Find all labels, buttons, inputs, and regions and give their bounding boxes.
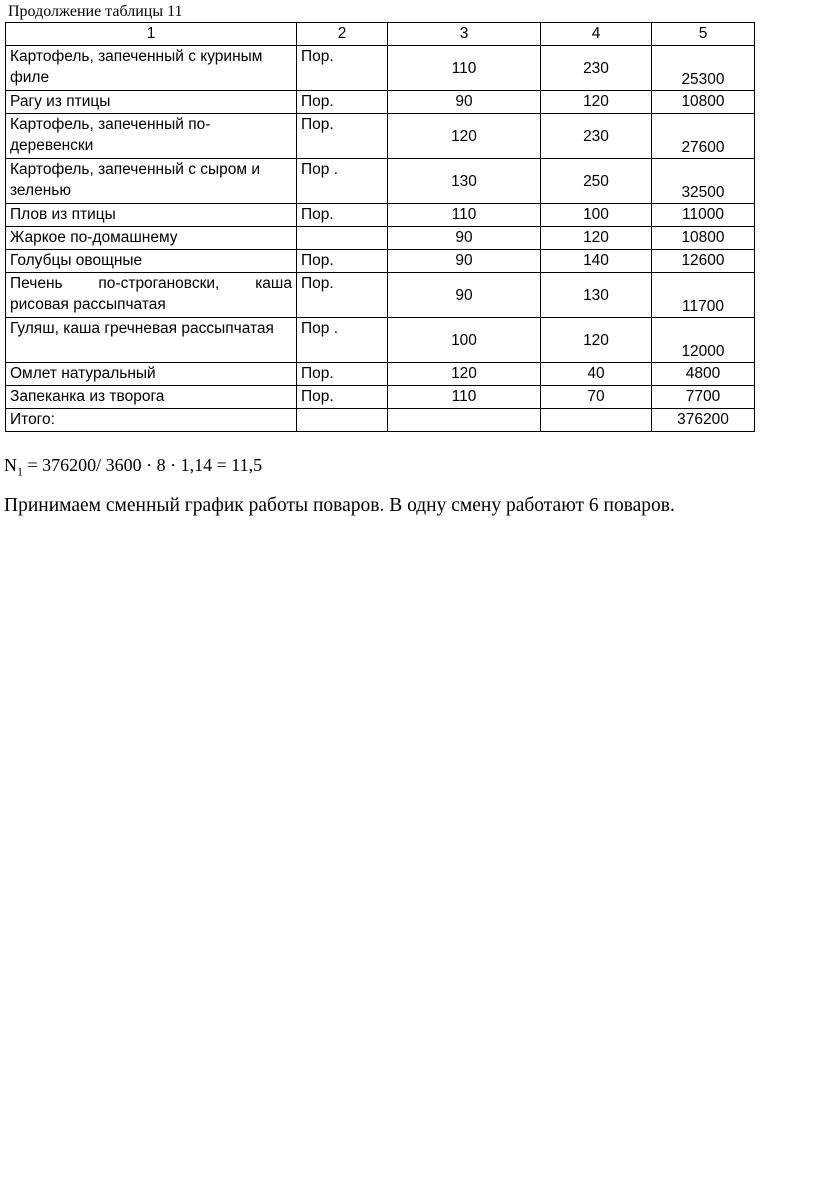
body-paragraph: Принимаем сменный график работы поваров. В одну смену работают 6 поваров. — [4, 495, 675, 516]
dish-name: Печень по-строгановски, каша рисовая рассыпчатая — [6, 273, 297, 318]
table-header-row — [6, 23, 755, 46]
value-cell: 120 — [388, 114, 541, 159]
unit-cell: Пор. — [297, 250, 388, 273]
value-cell: 100 — [541, 204, 652, 227]
value-cell: 120 — [541, 227, 652, 250]
value-cell: 120 — [541, 318, 652, 363]
value-cell: 10800 — [652, 227, 755, 250]
value-cell: 100 — [388, 318, 541, 363]
unit-cell: Пор. — [297, 363, 388, 386]
value-cell: 7700 — [652, 386, 755, 409]
value-cell: 4800 — [652, 363, 755, 386]
value-cell: 90 — [388, 227, 541, 250]
value-cell: 12000 — [652, 318, 755, 363]
formula-line — [4, 453, 262, 484]
table-row — [6, 46, 755, 91]
production-table — [5, 22, 755, 432]
header-cell: 3 — [388, 23, 541, 46]
empty-cell — [388, 409, 541, 432]
unit-cell: Пор. — [297, 91, 388, 114]
header-cell: 4 — [541, 23, 652, 46]
dish-name: Картофель, запеченный по-деревенски — [6, 114, 297, 159]
value-cell: 130 — [541, 273, 652, 318]
value-cell: 25300 — [652, 46, 755, 91]
header-cell: 1 — [6, 23, 297, 46]
dish-name: Картофель, запеченный с куриным филе — [6, 46, 297, 91]
dish-name: Запеканка из творога — [6, 386, 297, 409]
value-cell: 140 — [541, 250, 652, 273]
value-cell: 90 — [388, 91, 541, 114]
dish-name: Рагу из птицы — [6, 91, 297, 114]
value-cell: 130 — [388, 159, 541, 204]
formula-subscript: 1 — [17, 464, 23, 479]
dish-name: Картофель, запеченный с сыром и зеленью — [6, 159, 297, 204]
value-cell: 110 — [388, 204, 541, 227]
table-row — [6, 250, 755, 273]
unit-cell: Пор . — [297, 159, 388, 204]
header-cell: 5 — [652, 23, 755, 46]
value-cell: 90 — [388, 250, 541, 273]
table-row — [6, 227, 755, 250]
total-value: 376200 — [652, 409, 755, 432]
unit-cell — [297, 227, 388, 250]
value-cell: 110 — [388, 386, 541, 409]
value-cell: 32500 — [652, 159, 755, 204]
table-row — [6, 114, 755, 159]
dish-name: Голубцы овощные — [6, 250, 297, 273]
table-row — [6, 159, 755, 204]
table-row — [6, 273, 755, 318]
unit-cell: Пор. — [297, 114, 388, 159]
value-cell: 90 — [388, 273, 541, 318]
dish-name: Омлет натуральный — [6, 363, 297, 386]
unit-cell: Пор. — [297, 386, 388, 409]
value-cell: 27600 — [652, 114, 755, 159]
value-cell: 110 — [388, 46, 541, 91]
table-row — [6, 204, 755, 227]
value-cell: 230 — [541, 46, 652, 91]
table-row — [6, 386, 755, 409]
table-row — [6, 363, 755, 386]
value-cell: 11700 — [652, 273, 755, 318]
dish-name: Гуляш, каша гречневая рассыпчатая — [6, 318, 297, 363]
total-label: Итого: — [6, 409, 297, 432]
empty-cell — [297, 409, 388, 432]
dish-name: Плов из птицы — [6, 204, 297, 227]
value-cell: 12600 — [652, 250, 755, 273]
table-row — [6, 318, 755, 363]
value-cell: 120 — [388, 363, 541, 386]
header-cell: 2 — [297, 23, 388, 46]
empty-cell — [541, 409, 652, 432]
value-cell: 11000 — [652, 204, 755, 227]
unit-cell: Пор. — [297, 273, 388, 318]
formula-symbol: N — [4, 455, 17, 475]
formula-expression: = 376200/ 3600 · 8 · 1,14 = 11,5 — [23, 455, 263, 475]
value-cell: 40 — [541, 363, 652, 386]
unit-cell: Пор. — [297, 204, 388, 227]
table-total-row — [6, 409, 755, 432]
value-cell: 10800 — [652, 91, 755, 114]
value-cell: 230 — [541, 114, 652, 159]
table-row — [6, 91, 755, 114]
value-cell: 250 — [541, 159, 652, 204]
table-caption: Продолжение таблицы 11 — [8, 3, 183, 20]
value-cell: 70 — [541, 386, 652, 409]
dish-name: Жаркое по-домашнему — [6, 227, 297, 250]
unit-cell: Пор. — [297, 46, 388, 91]
unit-cell: Пор . — [297, 318, 388, 363]
value-cell: 120 — [541, 91, 652, 114]
